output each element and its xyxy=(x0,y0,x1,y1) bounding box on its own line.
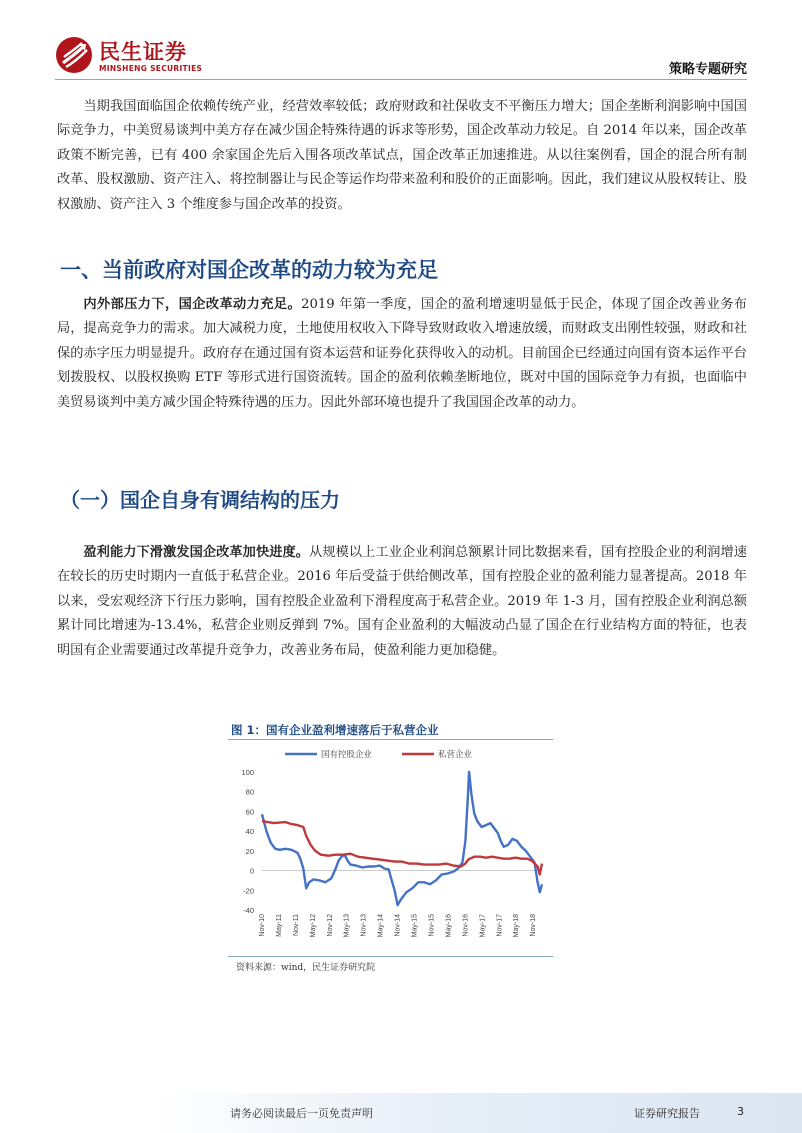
legend-label: 私营企业 xyxy=(438,750,473,760)
x-tick-label: May-13 xyxy=(343,914,351,938)
x-tick-label: Nov-18 xyxy=(530,914,538,937)
page-footer xyxy=(0,1093,802,1133)
y-tick-label: 100 xyxy=(241,767,254,777)
company-logo xyxy=(55,36,215,76)
x-tick-label: May-16 xyxy=(445,914,453,938)
series-line-private xyxy=(262,821,542,874)
intro-paragraph: 当期我国面临国企依赖传统产业，经营效率较低；政府财政和社保收支不平衡压力增大；国企垄断利润影响中国国际竞争力，中美贸易谈判中美方存在减少国企特殊待遇的诉求等形势，国企改革动力较足。自 2014 年以来，国企改革政策不断完善，已有 400 余家国企先后入围各项改革试点，国企改革正加速推进。从以往案例看，国企的混合所有制改革、股权激励、资产注入、将控制器让与民企等运作均带来盈利和股价的正面影响。因此，我们建议从股权转让、股权激励、资产注入 3 个维度参与国企改革的投资。 xyxy=(57,99,747,212)
header-divider xyxy=(55,79,747,80)
x-tick-label: Nov-15 xyxy=(428,914,436,937)
figure-title: 图 1：国有企业盈利增速落后于私营企业 xyxy=(231,723,439,737)
section2-body: 从规模以上工业企业利润总额累计同比数据来看，国有控股企业的利润增速在较长的历史时期内一直低于私营企业。2016 年后受益于供给侧改革，国有控股企业的盈利能力显著提高。2018 年以来，受宏观经济下行压力影响，国有控股企业盈利下滑程度高于私营企业。2019 年 1-3 月，国有控股企业利润总额累计同比增速为-13.4%，私营企业则反弹到 7%。国有企业盈利的大幅波动凸显了国企在行业结构方面的特征，也表明国有企业需要通过改革提升竞争力，改善业务布局，使盈利能力更加稳健。 xyxy=(57,545,747,658)
y-tick-label: 40 xyxy=(245,827,254,836)
legend-label: 国有控股企业 xyxy=(321,750,373,760)
x-tick-label: May-17 xyxy=(479,914,487,938)
page-header xyxy=(0,0,802,82)
section-heading-1: 一、当前政府对国企改革的动力较为充足 xyxy=(60,258,438,282)
section-heading-2: （一）国企自身有调结构的压力 xyxy=(60,488,340,512)
logo-name-cn: 民生证券 xyxy=(99,40,187,64)
y-tick-label: 20 xyxy=(245,846,254,856)
section1-body: 2019 年第一季度，国企的盈利增速明显低于民企，体现了国企改善业务布局，提高竞争力的需求。加大减税力度，土地使用权收入下降导致财政收入增速放缓，而财政支出刚性较强，财政和社保的赤字压力明显提升。政府存在通过国有资本运营和证券化获得收入的动机。目前国企已经通过向国有资本运作平台划拨股权、以股权换购 ETF 等形式进行国资流转。国企的盈利依赖垄断地位，既对中国的国际竞争力有损，也面临中美贸易谈判中美方减少国企特殊待遇的压力。因此外部环境也提升了我国国企改革的动力。 xyxy=(57,297,747,410)
x-tick-label: Nov-10 xyxy=(259,914,266,937)
footer-disclaimer-text: 请务必阅读最后一页免责声明 xyxy=(230,1107,373,1120)
x-tick-label: May-12 xyxy=(309,914,317,938)
x-tick-label: Nov-12 xyxy=(326,914,334,937)
y-tick-label: -20 xyxy=(243,886,254,896)
x-tick-label: Nov-17 xyxy=(496,914,504,937)
y-tick-label: 60 xyxy=(245,807,254,817)
profit-growth-chart xyxy=(228,742,553,954)
y-tick-label: 80 xyxy=(245,787,254,797)
footer-report-label: 证券研究报告 xyxy=(634,1107,700,1120)
figure-title-rule xyxy=(228,739,553,740)
section1-paragraph xyxy=(57,293,747,415)
section2-lead: 盈利能力下滑激发国企改革加快进度。 xyxy=(83,545,310,560)
figure-bottom-rule xyxy=(228,956,553,957)
x-tick-label: Nov-11 xyxy=(292,914,300,937)
x-tick-label: Nov-14 xyxy=(394,914,402,937)
minsheng-logo-icon xyxy=(55,36,93,74)
section2-paragraph xyxy=(57,541,747,663)
y-tick-label: 0 xyxy=(249,866,254,876)
x-tick-label: Nov-16 xyxy=(462,914,470,937)
report-type-label: 策略专题研究 xyxy=(668,62,747,77)
x-tick-label: May-11 xyxy=(275,914,283,937)
x-tick-label: May-15 xyxy=(411,914,419,938)
page-number: 3 xyxy=(737,1105,744,1118)
series-line-state-owned xyxy=(262,772,542,905)
x-tick-label: Nov-13 xyxy=(360,914,368,937)
y-tick-label: -40 xyxy=(243,906,254,915)
figure-source: 资料来源：wind，民生证券研究院 xyxy=(236,963,376,973)
footer-disclaimer xyxy=(230,1105,373,1121)
x-tick-label: May-18 xyxy=(513,914,521,938)
figure-1 xyxy=(228,720,558,978)
x-tick-label: May-14 xyxy=(377,914,385,938)
logo-name-en: MINSHENG SECURITIES xyxy=(99,64,203,73)
section1-lead: 内外部压力下，国企改革动力充足。 xyxy=(83,297,302,312)
